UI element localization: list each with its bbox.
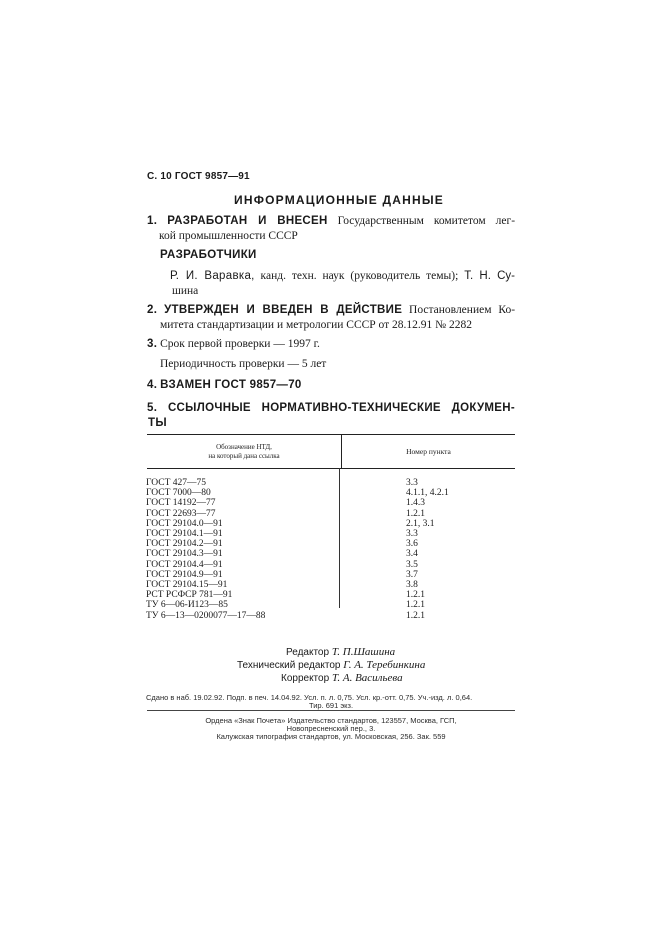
table-item-column: [406, 478, 449, 621]
editor-line: [286, 646, 395, 658]
page-header: С. 10 ГОСТ 9857—91: [147, 171, 250, 182]
corrector-name: Т. А. Васильева: [331, 672, 403, 684]
table-row-doc: ТУ 6—06-И123—85: [146, 600, 228, 611]
table-row-item: 3.8: [406, 580, 418, 591]
item-1-text-line1: Государственным комитетом лег-: [337, 215, 516, 227]
developer-name-2-cont: шина: [172, 285, 199, 297]
item-4-number: 4.: [147, 379, 158, 391]
corrector-label: Корректор: [281, 673, 330, 684]
imprint-line-3: Ордена «Знак Почета» Издательство стандартов, 123557, Москва, ГСП,: [205, 716, 457, 725]
col-header-designation: [147, 435, 342, 469]
table-row-item: 3.4: [406, 549, 418, 560]
table-row-doc: РСТ РСФСР 781—91: [146, 590, 233, 601]
table-row-doc: ГОСТ 22693—77: [146, 508, 216, 519]
page-title: ИНФОРМАЦИОННЫЕ ДАННЫЕ: [234, 193, 445, 207]
col-header-designation-line1: Обозначение НТД,: [216, 443, 272, 451]
corrector-line: [281, 672, 403, 684]
table-row-item: 1.2.1: [406, 508, 425, 519]
table-row-item: 4.1.1, 4.2.1: [406, 488, 449, 499]
tech-editor-line: [237, 659, 425, 671]
imprint-line-4: Новопресненский пер., 3.: [286, 724, 376, 733]
table-row-doc: ГОСТ 14192—77: [146, 498, 216, 509]
table-row-item: 1.2.1: [406, 610, 425, 621]
table-row-doc: ТУ 6—13—0200077—17—88: [146, 610, 266, 621]
item-1-heading: РАЗРАБОТАН И ВНЕСЕН: [167, 215, 328, 227]
imprint-divider: [147, 710, 515, 711]
item-1: [147, 214, 515, 244]
item-3-number: 3.: [147, 338, 158, 350]
table-row-doc: ГОСТ 7000—80: [146, 488, 211, 499]
ntd-table-header: [147, 434, 515, 469]
table-row-item: 3.7: [406, 569, 418, 580]
table-row-doc: ГОСТ 29104.2—91: [146, 539, 223, 550]
table-row-item: 1.2.1: [406, 590, 425, 601]
table-row-item: 3.3: [406, 478, 418, 488]
table-column-divider: [339, 468, 340, 608]
imprint-line-5: Калужская типография стандартов, ул. Московская, 256. Зак. 559: [216, 732, 446, 741]
developer-role-1: канд. техн. наук (руководитель темы);: [260, 270, 459, 282]
item-3-line2: Периодичность проверки — 5 лет: [160, 358, 327, 370]
table-row-item: 1.4.3: [406, 498, 425, 509]
editor-label: Редактор: [286, 647, 330, 658]
table-row-doc: ГОСТ 29104.0—91: [146, 518, 223, 529]
item-5-number: 5.: [147, 402, 158, 414]
item-2-heading: УТВЕРЖДЕН И ВВЕДЕН В ДЕЙСТВИЕ: [164, 304, 403, 316]
developers-heading: РАЗРАБОТЧИКИ: [160, 249, 257, 261]
table-row-item: 2.1, 3.1: [406, 518, 435, 529]
editor-name: Т. П.Шашина: [331, 646, 396, 658]
table-row-doc: ГОСТ 29104.4—91: [146, 559, 223, 570]
table-row-doc: ГОСТ 29104.9—91: [146, 569, 223, 580]
developers-list: [170, 269, 515, 299]
item-2: [147, 303, 515, 333]
item-3-line1: Срок первой проверки — 1997 г.: [160, 338, 320, 350]
item-4: [147, 378, 302, 393]
item-3: [147, 337, 320, 352]
table-row-doc: ГОСТ 427—75: [146, 478, 206, 488]
item-2-text-line2: митета стандартизации и метрологии СССР от 28.12.91 № 2282: [160, 319, 473, 331]
table-row-item: 3.5: [406, 559, 418, 570]
imprint-line-1: Сдано в наб. 19.02.92. Подп. в печ. 14.04.92. Усл. п. л. 0,75. Усл. кр.-отт. 0,75. Уч.-изд. л. 0,64.: [146, 693, 473, 702]
item-1-number: 1.: [147, 215, 158, 227]
item-5-heading-line2: ТЫ: [148, 417, 167, 429]
tech-editor-label: Технический редактор: [237, 660, 341, 671]
item-1-text-line2: кой промышленности СССР: [159, 230, 298, 242]
developer-name-1: Р. И. Варавка,: [170, 270, 255, 282]
table-row-item: 3.3: [406, 529, 418, 540]
table-row-item: 1.2.1: [406, 600, 425, 611]
item-5-heading-line1: ССЫЛОЧНЫЕ НОРМАТИВНО-ТЕХНИЧЕСКИЕ ДОКУМЕН-: [167, 402, 516, 414]
table-row-item: 3.6: [406, 539, 418, 550]
table-row-doc: ГОСТ 29104.1—91: [146, 529, 223, 540]
item-2-number: 2.: [147, 304, 158, 316]
tech-editor-name: Г. А. Теребинкина: [343, 659, 426, 671]
item-4-heading: ВЗАМЕН ГОСТ 9857—70: [160, 379, 302, 391]
table-doc-column: [146, 478, 265, 621]
col-header-item: Номер пункта: [406, 447, 451, 456]
table-row-doc: ГОСТ 29104.3—91: [146, 549, 223, 560]
item-2-text-line1: Постановлением Ко-: [409, 304, 516, 316]
developer-name-2: Т. Н. Су-: [464, 270, 515, 282]
table-row-doc: ГОСТ 29104.15—91: [146, 580, 228, 591]
col-header-designation-line2: на который дана ссылка: [208, 452, 280, 460]
item-5: [147, 401, 515, 431]
imprint-line-2: Тир. 691 экз.: [308, 701, 354, 710]
